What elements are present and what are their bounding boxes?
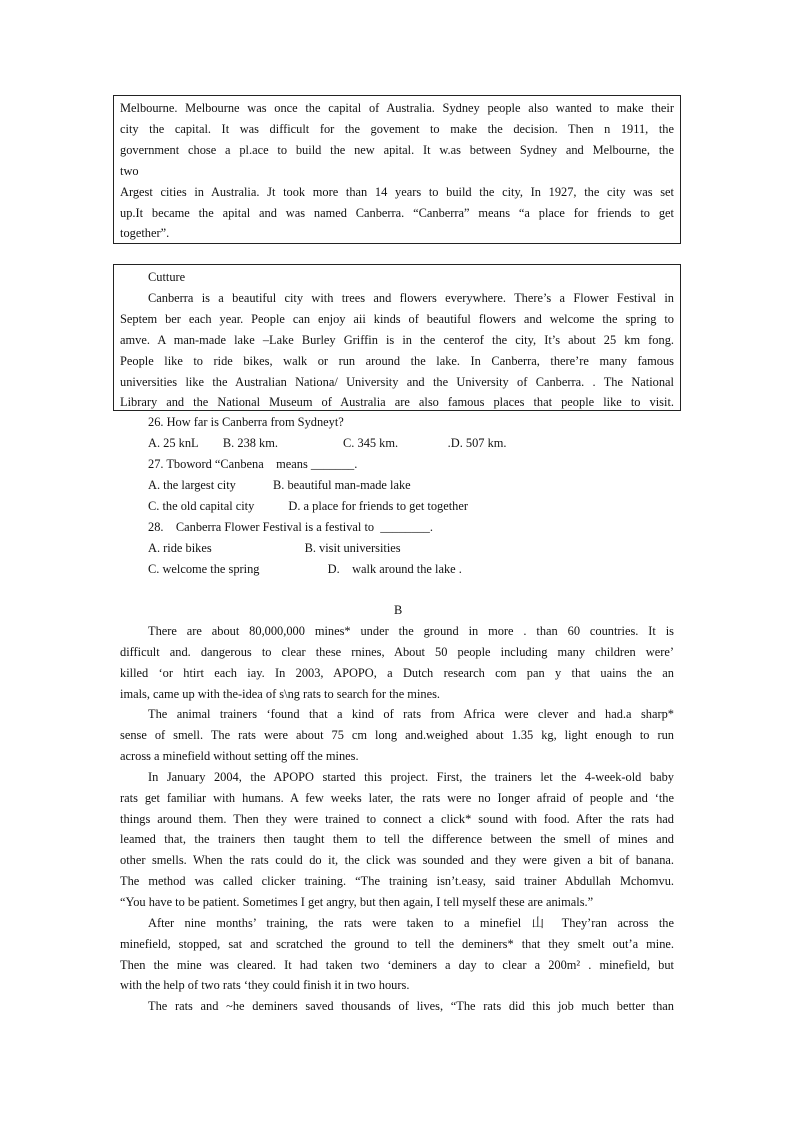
passage-box-culture bbox=[113, 264, 681, 411]
text-line: universities like the Australian Nationa/ University and the University of Canberra. . The National bbox=[120, 374, 674, 389]
text-line: In January 2004, the APOPO started this project. First, the trainers let the 4-week-old baby bbox=[148, 769, 674, 784]
text-line: city the capital. It was difficult for the govement to make the decision. Then n 1911, the bbox=[120, 121, 674, 136]
text-line: amve. A man-made lake –Lake Burley Griffin is in the centerof the city, It’s about 25 km fong. bbox=[120, 332, 674, 347]
question-27-options-ab: A. the largest city B. beautiful man-made lake bbox=[148, 478, 411, 492]
text-line: “You have to be patient. Sometimes I get angry, but then again, I tell myself these are animals.” bbox=[120, 894, 594, 909]
text-line: across a minefield without setting off the mines. bbox=[120, 749, 359, 764]
text-line: difficult and. dangerous to clear these rnines, About 50 people including many children were’ bbox=[120, 644, 674, 659]
text-line: There are about 80,000,000 mines* under the ground in more . than 60 countries. It is bbox=[148, 624, 674, 638]
text-line: The method was called clicker training. “The training isn’t.easy, said trainer Abdullah Mchomvu. bbox=[120, 874, 674, 889]
question-26: 26. How far is Canberra from Sydneyt? bbox=[148, 415, 344, 429]
text-line: killed ‘or htirt each iay. In 2003, APOPO, a Dutch research com pan y that uains the an bbox=[120, 665, 674, 680]
question-28-options-ab: A. ride bikes B. visit universities bbox=[148, 541, 401, 555]
passage-box-capital bbox=[113, 95, 681, 244]
text-line: with the help of two rats ‘they could finish it in two hours. bbox=[120, 978, 410, 993]
text-line: People like to ride bikes, walk or run around the lake. In Canberra, there’re many famous bbox=[120, 353, 674, 368]
text-line: things around them. Then they were trained to connect a click* sound with food. After the rats had bbox=[120, 811, 674, 826]
text-line: together”. bbox=[120, 226, 170, 241]
text-line: leamed that, the trainers then taught them to tell the difference between the smell of mines and bbox=[120, 832, 674, 847]
text-line: other smells. When the rats could do it, the click was sounded and they were given a bit of banana. bbox=[120, 853, 674, 868]
text-line: minefield, stopped, sat and scratched the ground to tell the deminers* that they smelt out’a mine. bbox=[120, 936, 674, 951]
text-line: Library and the National Museum of Australia are also famous places that people like to visit. bbox=[120, 395, 674, 410]
question-26-options: A. 25 knL B. 238 km. C. 345 km. .D. 507 km. bbox=[148, 436, 507, 450]
text-line: government chose a pl.ace to build the new apital. It w.as between Sydney and Melbourne, the bbox=[120, 142, 674, 157]
text-line: Argest cities in Australia. Jt took more than 14 years to build the city, In 1927, the city was set bbox=[120, 184, 674, 199]
text-line: two bbox=[120, 163, 139, 178]
text-line: After nine months’ training, the rats were taken to a minefiel 山 They’ran across the bbox=[148, 915, 674, 930]
text-line: Melbourne. Melbourne was once the capital of Australia. Sydney people also wanted to make their bbox=[120, 101, 674, 115]
text-line: up.It became the apital and was named Canberra. “Canberra” means “a place for friends to get bbox=[120, 205, 674, 220]
question-28-options-cd: C. welcome the spring D. walk around the lake . bbox=[148, 562, 462, 576]
text-line: imals, came up with the-idea of s\ng rats to search for the mines. bbox=[120, 686, 440, 701]
text-line: Then the mine was cleared. It had taken two ‘deminers a day to clear a 200m² . minefield, but bbox=[120, 957, 674, 972]
section-label: B bbox=[394, 603, 403, 617]
question-27-options-cd: C. the old capital city D. a place for friends to get together bbox=[148, 499, 468, 513]
passage-b bbox=[120, 621, 674, 1017]
text-line: rats get familiar with humans. A few weeks later, the rats were no Ionger afraid of people and ‘the bbox=[120, 790, 674, 805]
text-line: sense of smell. The rats were about 75 cm long and.weighed about 1.35 kg, light enough to run bbox=[120, 728, 674, 743]
question-27: 27. Tboword “Canbena means _______. bbox=[148, 457, 358, 471]
section-heading: Cutture bbox=[148, 270, 186, 284]
text-line: The animal trainers ‘found that a kind of rats from Africa were clever and had.a sharp* bbox=[148, 707, 674, 722]
text-line: Canberra is a beautiful city with trees and flowers everywhere. There’s a Flower Festival in bbox=[148, 290, 674, 305]
question-28: 28. Canberra Flower Festival is a festival to ________. bbox=[148, 520, 433, 534]
text-line: The rats and ~he deminers saved thousands of lives, “The rats did this job much better than bbox=[148, 999, 674, 1014]
text-line: Septem ber each year. People can enjoy aii kinds of beautiful flowers and welcome the spring to bbox=[120, 311, 674, 326]
